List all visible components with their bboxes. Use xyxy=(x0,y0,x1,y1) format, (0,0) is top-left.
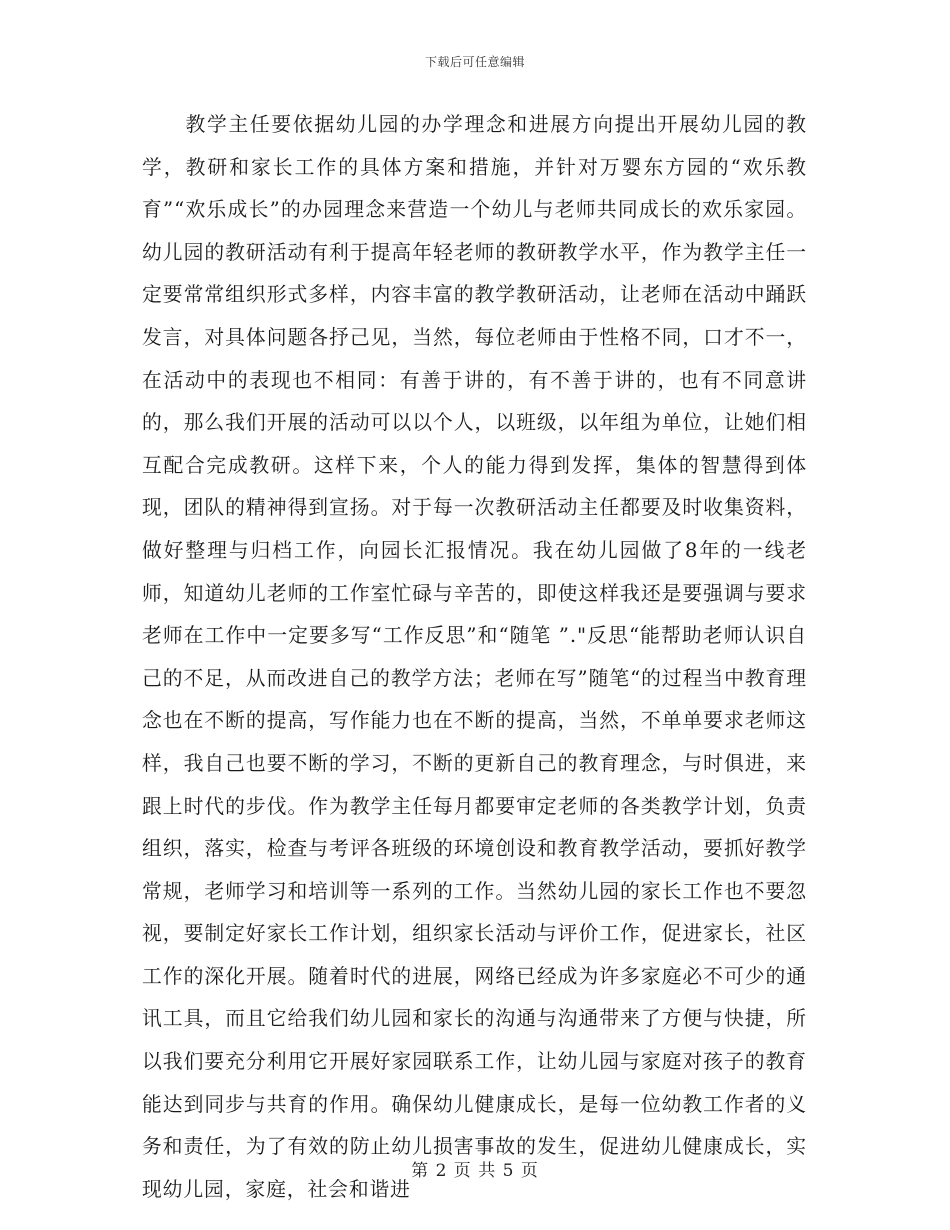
page-header-note: 下载后可任意编辑 xyxy=(424,55,525,69)
body-paragraph: 教学主任要依据幼儿园的办学理念和进展方向提出开展幼儿园的教学，教研和家长工作的具体方案和措施，并针对万婴东方园的“欢乐教育”“欢乐成长”的办园理念来营造一个幼儿与老师共同成长的欢乐家园。幼儿园的教研活动有利于提高年轻老师的教研教学水平，作为教学主任一定要常常组织形式多样，内容丰富的教学教研活动，让老师在活动中踊跃发言，对具体问题各抒己见，当然，每位老师由于性格不同，口才不一，在活动中的表现也不相同：有善于讲的，有不善于讲的，也有不同意讲的，那么我们开展的活动可以以个人，以班级，以年组为单位，让她们相互配合完成教研。这样下来，个人的能力得到发挥，集体的智慧得到体现，团队的精神得到宣扬。对于每一次教研活动主任都要及时收集资料，做好整理与归档工作，向园长汇报情况。我在幼儿园做了8年的一线老师，知道幼儿老师的工作室忙碌与辛苦的，即使这样我还是要强调与要求老师在工作中一定要多写“工作反思”和“随笔 ”."反思“能帮助老师认识自己的不足，从而改进自己的教学方法；老师在写”随笔“的过程当中教育理念也在不断的提高，写作能力也在不断的提高，当然，不单单要求老师这样，我自己也要不断的学习，不断的更新自己的教育理念，与时俱进，来跟上时代的步伐。作为教学主任每月都要审定老师的各类教学计划，负责组织，落实，检查与考评各班级的环境创设和教育教学活动，要抓好教学常规，老师学习和培训等一系列的工作。当然幼儿园的家长工作也不要忽视，要制定好家长工作计划，组织家长活动与评价工作，促进家长，社区工作的深化开展。随着时代的进展，网络已经成为许多家庭必不可少的通讯工具，而且它给我们幼儿园和家长的沟通与沟通带来了方便与快捷，所以我们要充分利用它开展好家园联系工作，让幼儿园与家庭对孩子的教育能达到同步与共育的作用。确保幼儿健康成长，是每一位幼教工作者的义务和责任，为了有效的防止幼儿损害事故的发生，促进幼儿健康成长，实现幼儿园，家庭，社会和谐进 xyxy=(142,113,807,1201)
page-number-footer: 第 2 页 共 5 页 xyxy=(411,1161,539,1181)
